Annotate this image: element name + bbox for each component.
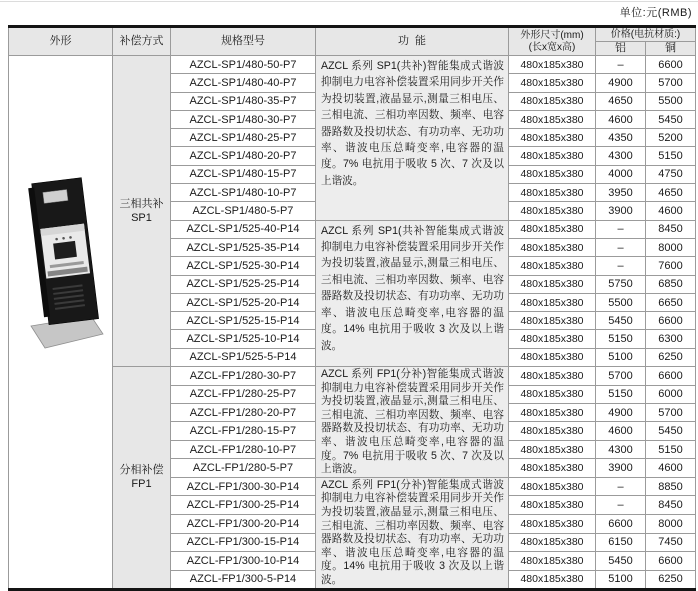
model-cell: AZCL-SP1/480-5-P7: [171, 202, 316, 220]
price-copper-cell: 6250: [646, 570, 696, 589]
price-aluminum-cell: 3900: [596, 459, 646, 477]
compensation-cell: [113, 367, 171, 590]
price-aluminum-cell: 5100: [596, 570, 646, 589]
price-copper-cell: 5200: [646, 129, 696, 147]
price-copper-cell: 8450: [646, 220, 696, 238]
price-aluminum-cell: 3900: [596, 202, 646, 220]
price-copper-cell: 8450: [646, 496, 696, 515]
dimensions-cell: 480x185x380: [509, 515, 596, 534]
price-copper-cell: 5450: [646, 422, 696, 440]
dimensions-cell: 480x185x380: [509, 165, 596, 183]
dimensions-cell: 480x185x380: [509, 312, 596, 330]
price-aluminum-cell: 4650: [596, 92, 646, 110]
price-aluminum-cell: 4900: [596, 403, 646, 421]
model-cell: AZCL-SP1/525-20-P14: [171, 293, 316, 311]
dimensions-cell: 480x185x380: [509, 403, 596, 421]
price-aluminum-cell: 5150: [596, 330, 646, 348]
model-cell: AZCL-FP1/300-30-P14: [171, 477, 316, 496]
dimensions-cell: 480x185x380: [509, 275, 596, 293]
model-cell: AZCL-FP1/300-5-P14: [171, 570, 316, 589]
price-aluminum-cell: 4600: [596, 422, 646, 440]
appearance-cell: [9, 56, 113, 590]
price-aluminum-cell: 5500: [596, 293, 646, 311]
price-table: [8, 25, 696, 591]
price-aluminum-cell: –: [596, 496, 646, 515]
header-model: 规格型号: [171, 27, 316, 56]
price-copper-cell: 8000: [646, 238, 696, 256]
model-cell: AZCL-SP1/525-40-P14: [171, 220, 316, 238]
model-cell: AZCL-SP1/525-25-P14: [171, 275, 316, 293]
header-price-group: 价格(电抗材质:): [596, 27, 696, 42]
table-row: [9, 56, 696, 74]
model-cell: AZCL-FP1/300-10-P14: [171, 552, 316, 571]
dimensions-cell: 480x185x380: [509, 459, 596, 477]
header-dimensions: [509, 27, 596, 56]
dimensions-cell: 480x185x380: [509, 110, 596, 128]
dimensions-cell: 480x185x380: [509, 348, 596, 366]
header-dimensions-line2: (长x宽x高): [528, 41, 576, 53]
model-cell: AZCL-SP1/480-20-P7: [171, 147, 316, 165]
price-aluminum-cell: –: [596, 257, 646, 275]
model-cell: AZCL-FP1/280-20-P7: [171, 403, 316, 421]
unit-note: 单位:元(RMB): [619, 7, 692, 19]
price-aluminum-cell: 4000: [596, 165, 646, 183]
price-copper-cell: 7600: [646, 257, 696, 275]
dimensions-cell: 480x185x380: [509, 533, 596, 552]
price-copper-cell: 5150: [646, 440, 696, 458]
dimensions-cell: 480x185x380: [509, 496, 596, 515]
model-cell: AZCL-SP1/525-30-P14: [171, 257, 316, 275]
model-cell: AZCL-FP1/300-25-P14: [171, 496, 316, 515]
model-cell: AZCL-FP1/280-10-P7: [171, 440, 316, 458]
model-cell: AZCL-SP1/480-25-P7: [171, 129, 316, 147]
dimensions-cell: 480x185x380: [509, 293, 596, 311]
page-top-rule: [0, 1, 698, 2]
price-copper-cell: 4750: [646, 165, 696, 183]
price-copper-cell: 5700: [646, 74, 696, 92]
model-cell: AZCL-FP1/280-5-P7: [171, 459, 316, 477]
table-header: [9, 27, 696, 56]
model-cell: AZCL-FP1/300-20-P14: [171, 515, 316, 534]
header-dimensions-line1: 外形尺寸(mm): [520, 30, 584, 41]
compensation-label-line2: SP1: [131, 212, 152, 225]
function-cell: AZCL 系列 SP1(共补智能集成式谐波抑制电力电容补偿装置采用同步开关作为投切装置,液晶显示,测量三相电压、三相电流、三相功率因数、频率、电容器路数及投切状态、有功功率、无功功率、谐波电压总畸变率,电容器的温度。14% 电抗用于吸收 3 次及以上谐波。: [316, 220, 509, 366]
dimensions-cell: 480x185x380: [509, 385, 596, 403]
dimensions-cell: 480x185x380: [509, 477, 596, 496]
price-aluminum-cell: –: [596, 238, 646, 256]
function-cell: AZCL 系列 FP1(分补)智能集成式谐波抑制电力电容补偿装置采用同步开关作为投切装置,液晶显示,测量三相电压、三相电流、三相功率因数、频率、电容器路数及投切状态、有功功率、无功功率、谐波电压总畸变率,电容器的温度。14% 电抗用于吸收 3 次及以上谐波。: [316, 477, 509, 589]
model-cell: AZCL-FP1/300-15-P14: [171, 533, 316, 552]
price-copper-cell: 6850: [646, 275, 696, 293]
price-copper-cell: 7450: [646, 533, 696, 552]
compensation-label-line1: 三相共补: [119, 198, 164, 211]
price-copper-cell: 6600: [646, 312, 696, 330]
price-aluminum-cell: –: [596, 220, 646, 238]
model-cell: AZCL-SP1/525-10-P14: [171, 330, 316, 348]
model-cell: AZCL-SP1/480-50-P7: [171, 56, 316, 74]
dimensions-cell: 480x185x380: [509, 202, 596, 220]
model-cell: AZCL-SP1/480-35-P7: [171, 92, 316, 110]
dimensions-cell: 480x185x380: [509, 257, 596, 275]
model-cell: AZCL-SP1/525-5-P14: [171, 348, 316, 366]
price-copper-cell: 6600: [646, 56, 696, 74]
dimensions-cell: 480x185x380: [509, 552, 596, 571]
product-photo: [25, 168, 109, 350]
header-function: 功 能: [316, 27, 509, 56]
dimensions-cell: 480x185x380: [509, 422, 596, 440]
table-body: [9, 56, 696, 590]
dimensions-cell: 480x185x380: [509, 570, 596, 589]
compensation-cell: [113, 56, 171, 367]
price-aluminum-cell: 4600: [596, 110, 646, 128]
model-cell: AZCL-FP1/280-30-P7: [171, 367, 316, 385]
dimensions-cell: 480x185x380: [509, 330, 596, 348]
dimensions-cell: 480x185x380: [509, 367, 596, 385]
model-cell: AZCL-FP1/280-25-P7: [171, 385, 316, 403]
price-aluminum-cell: 5450: [596, 552, 646, 571]
price-aluminum-cell: 4300: [596, 147, 646, 165]
model-cell: AZCL-SP1/480-15-P7: [171, 165, 316, 183]
dimensions-cell: 480x185x380: [509, 184, 596, 202]
model-cell: AZCL-FP1/280-15-P7: [171, 422, 316, 440]
price-aluminum-cell: 4300: [596, 440, 646, 458]
table-row: [9, 367, 696, 385]
dimensions-cell: 480x185x380: [509, 220, 596, 238]
function-cell: AZCL 系列 FP1(分补)智能集成式谐波抑制电力电容补偿装置采用同步开关作为投切装置,液晶显示,测量三相电压、三相电流、三相功率因数、频率、电容器路数及投切状态、有功功率、无功功率、谐波电压总畸变率,电容器的温度。7% 电抗用于吸收 5 次、7 次及以上谐波。: [316, 367, 509, 478]
price-copper-cell: 8000: [646, 515, 696, 534]
price-copper-cell: 6300: [646, 330, 696, 348]
model-cell: AZCL-SP1/525-15-P14: [171, 312, 316, 330]
price-copper-cell: 6600: [646, 367, 696, 385]
model-cell: AZCL-SP1/480-30-P7: [171, 110, 316, 128]
dimensions-cell: 480x185x380: [509, 74, 596, 92]
header-appearance: 外形: [9, 27, 113, 56]
price-copper-cell: 6250: [646, 348, 696, 366]
price-aluminum-cell: 5100: [596, 348, 646, 366]
price-aluminum-cell: 5450: [596, 312, 646, 330]
compensation-label-line2: FP1: [131, 478, 152, 491]
price-copper-cell: 6000: [646, 385, 696, 403]
price-aluminum-cell: 4350: [596, 129, 646, 147]
price-copper-cell: 5450: [646, 110, 696, 128]
price-aluminum-cell: –: [596, 56, 646, 74]
dimensions-cell: 480x185x380: [509, 238, 596, 256]
price-copper-cell: 4600: [646, 459, 696, 477]
price-copper-cell: 4600: [646, 202, 696, 220]
dimensions-cell: 480x185x380: [509, 56, 596, 74]
price-aluminum-cell: 5150: [596, 385, 646, 403]
compensation-label-line1: 分相补偿: [119, 464, 164, 477]
dimensions-cell: 480x185x380: [509, 129, 596, 147]
price-aluminum-cell: 3950: [596, 184, 646, 202]
price-copper-cell: 5150: [646, 147, 696, 165]
price-copper-cell: 8850: [646, 477, 696, 496]
dimensions-cell: 480x185x380: [509, 147, 596, 165]
price-aluminum-cell: 5750: [596, 275, 646, 293]
model-cell: AZCL-SP1/525-35-P14: [171, 238, 316, 256]
price-aluminum-cell: 5700: [596, 367, 646, 385]
price-copper-cell: 6600: [646, 552, 696, 571]
header-compensation: 补偿方式: [113, 27, 171, 56]
price-aluminum-cell: 6600: [596, 515, 646, 534]
model-cell: AZCL-SP1/480-10-P7: [171, 184, 316, 202]
price-copper-cell: 4650: [646, 184, 696, 202]
dimensions-cell: 480x185x380: [509, 440, 596, 458]
price-aluminum-cell: 4900: [596, 74, 646, 92]
dimensions-cell: 480x185x380: [509, 92, 596, 110]
function-cell: AZCL 系列 SP1(共补)智能集成式谐波抑制电力电容补偿装置采用同步开关作为投切装置,液晶显示,测量三相电压、三相电流、三相功率因数、频率、电容器路数及投切状态、有功功率、无功功率、谐波电压总畸变率,电容器的温度。7% 电抗用于吸收 5 次、7 次及以上谐波。: [316, 56, 509, 221]
header-copper: 铜: [646, 42, 696, 56]
price-aluminum-cell: –: [596, 477, 646, 496]
price-copper-cell: 5700: [646, 403, 696, 421]
price-aluminum-cell: 6150: [596, 533, 646, 552]
header-aluminum: 铝: [596, 42, 646, 56]
model-cell: AZCL-SP1/480-40-P7: [171, 74, 316, 92]
price-copper-cell: 5500: [646, 92, 696, 110]
price-copper-cell: 6650: [646, 293, 696, 311]
